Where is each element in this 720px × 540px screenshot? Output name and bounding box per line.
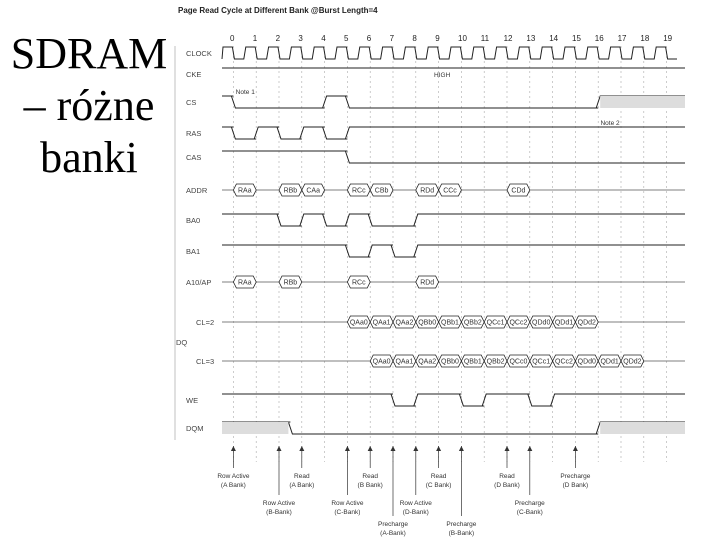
annotation-label: Read: [362, 473, 378, 480]
annotation-arrowhead: [505, 446, 510, 451]
clock-cycle-number: 18: [640, 34, 650, 43]
signal-label-addr: ADDR: [186, 186, 208, 195]
bus-segment-label: QBb1: [441, 319, 459, 327]
note-label: Note 2: [600, 120, 620, 127]
annotation-arrowhead: [277, 446, 282, 451]
signal-label-ba1: BA1: [186, 247, 201, 256]
annotation-label: (C-Bank): [334, 509, 361, 516]
waveform-ba0: [222, 214, 685, 226]
annotation-arrowhead: [527, 446, 532, 451]
signal-label-clock: CLOCK: [186, 49, 212, 58]
signal-label-cke: CKE: [186, 70, 202, 79]
bus-segment-label: QDd1: [554, 319, 574, 327]
bus-segment-label: CCc: [443, 187, 457, 195]
annotation-label: (B-Bank): [266, 509, 292, 516]
annotation-label: Read: [430, 473, 447, 480]
clock-cycle-number: 17: [617, 34, 627, 43]
dq-group-label: DQ: [176, 338, 188, 347]
bus-segment-label: QDd0: [577, 358, 596, 366]
annotation-label: Precharge: [560, 473, 591, 480]
bus-segment-label: QCc0: [509, 358, 528, 366]
bus-segment-label: QDd0: [532, 319, 551, 327]
signal-label-dq_cl2: CL=2: [196, 318, 215, 327]
clock-cycle-number: 1: [252, 34, 258, 43]
annotation-label: (C-Bank): [516, 509, 543, 516]
annotation-arrowhead: [345, 446, 350, 451]
bus-segment-label: QAa0: [372, 358, 391, 366]
diagram-title: Page Read Cycle at Different Bank @Burst Length=4: [178, 6, 378, 15]
bus-segment-label: RAa: [237, 187, 252, 195]
annotation-label: (B-Bank): [448, 530, 475, 537]
bus-segment-label: CAa: [306, 187, 321, 195]
bus-segment-label: QCc1: [486, 319, 505, 327]
annotation-arrowhead: [436, 446, 441, 451]
annotation-label: (A Bank): [220, 482, 246, 489]
clock-cycle-number: 4: [321, 34, 326, 43]
title-line-2: – różne: [23, 81, 155, 130]
note-label: Note 1: [235, 89, 255, 96]
waveform-we: [222, 394, 685, 406]
annotation-label: (C Bank): [425, 482, 452, 489]
signal-label-ras: RAS: [186, 129, 202, 138]
waveform-ras: [222, 127, 685, 139]
clock-cycle-number: 13: [526, 34, 536, 43]
waveform-shade-dqm-start: [222, 422, 288, 434]
annotation-label: (B Bank): [357, 482, 383, 489]
signal-label-a10: A10/AP: [186, 278, 212, 287]
bus-segment-label: RBb: [283, 279, 298, 287]
bus-segment-label: QBb0: [441, 358, 459, 366]
bus-segment-label: QDd1: [600, 358, 619, 366]
waveform-shade-dqm: [600, 422, 685, 434]
bus-segment-label: CDd: [511, 187, 526, 195]
clock-cycle-number: 6: [366, 34, 372, 43]
annotation-label: Read: [499, 473, 515, 480]
clock-cycle-number: 2: [275, 34, 281, 43]
clock-cycle-number: 10: [458, 34, 467, 43]
annotation-label: Row Active: [217, 473, 250, 480]
clock-cycle-number: 14: [549, 34, 559, 43]
bus-segment-label: RBb: [283, 187, 298, 195]
bus-segment-label: QAa2: [395, 319, 414, 327]
waveform-cas: [222, 151, 685, 163]
waveform-ba1: [222, 245, 685, 257]
annotation-label: Read: [294, 473, 310, 480]
clock-cycle-number: 0: [230, 34, 235, 43]
annotation-label: Precharge: [514, 500, 545, 507]
signal-label-we: WE: [186, 396, 199, 405]
annotation-label: Row Active: [262, 500, 296, 507]
bus-segment-label: RAa: [237, 279, 252, 287]
cke-high-label: HIGH: [434, 72, 451, 79]
annotation-label: Row Active: [331, 500, 364, 507]
annotation-label: Precharge: [378, 521, 408, 528]
bus-segment-label: QCc2: [509, 319, 528, 327]
bus-segment-label: QAa0: [349, 319, 368, 327]
signal-label-cs: CS: [186, 98, 197, 107]
clock-cycle-number: 5: [344, 34, 349, 43]
clock-cycle-number: 11: [480, 34, 490, 43]
title-line-3: banki: [40, 133, 138, 182]
annotation-arrowhead: [391, 446, 396, 451]
annotation-arrowhead: [368, 446, 373, 451]
bus-segment-label: RCc: [351, 187, 366, 195]
annotation-arrowhead: [413, 446, 418, 451]
signal-label-dq_cl3: CL=3: [196, 357, 215, 366]
bus-segment-label: CBb: [374, 187, 389, 195]
bus-segment-label: RDd: [420, 279, 435, 287]
annotation-label: (D Bank): [562, 482, 589, 489]
bus-segment-label: QAa1: [372, 319, 391, 327]
clock-cycle-number: 19: [663, 34, 673, 43]
clock-cycle-number: 7: [389, 34, 395, 43]
annotation-arrowhead: [231, 446, 236, 451]
annotation-label: (D-Bank): [402, 509, 429, 516]
title-line-1: SDRAM: [10, 29, 168, 78]
clock-cycle-number: 9: [435, 34, 440, 43]
annotation-label: Precharge: [446, 521, 477, 528]
clock-cycle-number: 16: [594, 34, 604, 43]
bus-segment-label: QAa2: [418, 358, 437, 366]
clock-cycle-number: 8: [412, 34, 417, 43]
bus-segment-label: RDd: [420, 187, 435, 195]
clock-cycle-number: 3: [298, 34, 303, 43]
clock-waveform: [222, 47, 677, 59]
bus-segment-label: RCc: [351, 279, 366, 287]
bus-segment-label: QBb2: [463, 319, 482, 327]
signal-label-dqm: DQM: [186, 424, 204, 433]
bus-segment-label: QBb2: [486, 358, 505, 366]
annotation-arrowhead: [573, 446, 578, 451]
annotation-label: (D Bank): [494, 482, 520, 489]
signal-label-ba0: BA0: [186, 216, 201, 225]
bus-segment-label: QDd2: [623, 358, 642, 366]
waveform-shade-cs: [600, 96, 685, 108]
bus-segment-label: QCc1: [532, 358, 551, 366]
annotation-label: (A Bank): [289, 482, 315, 489]
bus-segment-label: QBb0: [418, 319, 437, 327]
bus-segment-label: QCc2: [555, 358, 573, 366]
clock-cycle-number: 15: [572, 34, 581, 43]
annotation-label: (A-Bank): [380, 530, 406, 537]
annotation-arrowhead: [299, 446, 304, 451]
bus-segment-label: QDd2: [577, 319, 596, 327]
annotation-label: Row Active: [399, 500, 432, 507]
signal-label-cas: CAS: [186, 153, 202, 162]
annotation-arrowhead: [459, 446, 464, 451]
bus-segment-label: QBb1: [463, 358, 482, 366]
bus-segment-label: QAa1: [395, 358, 414, 366]
clock-cycle-number: 12: [503, 34, 513, 43]
